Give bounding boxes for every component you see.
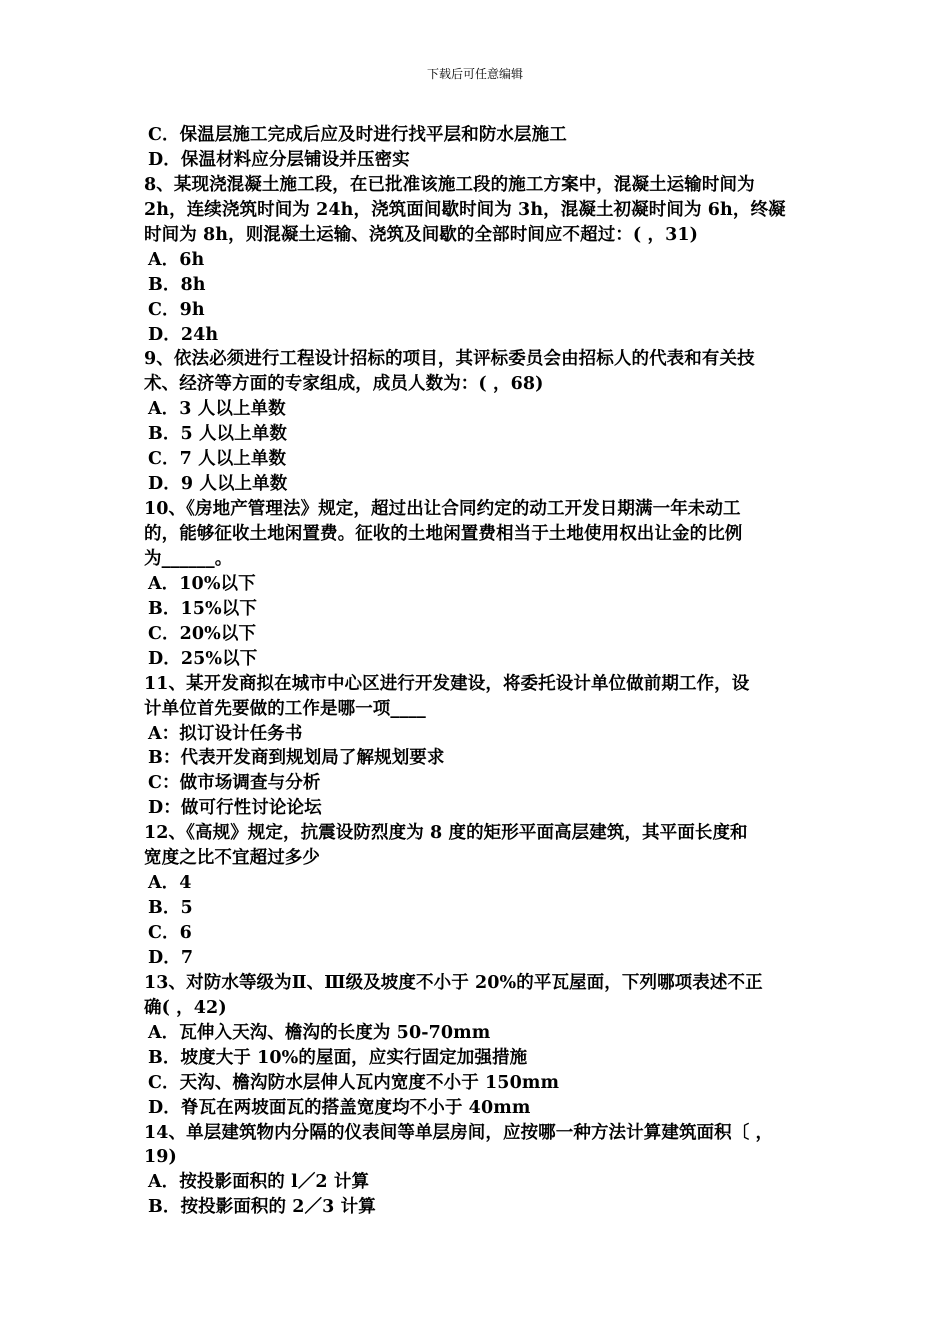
answer-option-line: D．25%以下 xyxy=(148,648,258,669)
question-text-line: 10、《房地产管理法》规定，超过出让合同约定的动工开发日期满一年未动工 xyxy=(144,499,741,520)
answer-option-line: A．6h xyxy=(148,249,205,270)
answer-option-line: D：做可行性讨论论坛 xyxy=(148,798,322,819)
document-body xyxy=(144,123,816,1220)
answer-option-line: D．24h xyxy=(148,324,219,345)
question-text-line: 确( ，42) xyxy=(144,997,227,1018)
answer-option-line: D．7 xyxy=(148,947,194,968)
question-text-line: 13、对防水等级为Ⅱ、Ⅲ级及坡度不小于 20%的平瓦屋面，下列哪项表述不正 xyxy=(144,972,763,993)
question-text-line: 为______。 xyxy=(144,548,233,569)
answer-option-line: C：做市场调查与分析 xyxy=(148,773,321,794)
question-text-line: 的，能够征收土地闲置费。征收的土地闲置费相当于土地使用权出让金的比例 xyxy=(144,524,743,544)
answer-option-line: A．10%以下 xyxy=(148,573,256,594)
answer-option-line: B．5 xyxy=(148,898,193,919)
answer-option-line: B．按投影面积的 2／3 计算 xyxy=(148,1197,376,1218)
question-text-line: 8、某现浇混凝土施工段，在已批准该施工段的施工方案中，混凝土运输时间为 xyxy=(144,174,755,195)
answer-option-line: D．脊瓦在两坡面瓦的搭盖宽度均不小于 40mm xyxy=(148,1097,531,1118)
answer-option-line: A：拟订设计任务书 xyxy=(148,723,303,744)
answer-option-line: A．按投影面积的 l／2 计算 xyxy=(148,1172,370,1193)
question-text-line: 19) xyxy=(144,1147,177,1168)
question-text-line: 2h，连续浇筑时间为 24h，浇筑面间歇时间为 3h，混凝土初凝时间为 6h，终凝 xyxy=(144,199,786,220)
question-text-line: 11、某开发商拟在城市中心区进行开发建设，将委托设计单位做前期工作，设 xyxy=(144,673,750,694)
answer-option-line: D．9 人以上单数 xyxy=(148,474,288,495)
answer-option-line: A．瓦伸入天沟、檐沟的长度为 50-70mm xyxy=(148,1022,491,1043)
page-header: 下载后可任意编辑 xyxy=(426,67,523,81)
answer-option-line: D．保温材料应分层铺设并压密实 xyxy=(148,149,410,170)
answer-option-line: A．3 人以上单数 xyxy=(148,399,286,420)
answer-option-line: B．8h xyxy=(148,274,206,295)
answer-option-line: C．天沟、檐沟防水层伸人瓦内宽度不小于 150mm xyxy=(148,1072,560,1093)
answer-option-line: B：代表开发商到规划局了解规划要求 xyxy=(148,748,445,769)
answer-option-line: C．保温层施工完成后应及时进行找平层和防水层施工 xyxy=(148,125,567,145)
question-text-line: 14、单层建筑物内分隔的仪表间等单层房间，应按哪一种方法计算建筑面积〔 ， xyxy=(144,1122,774,1143)
answer-option-line: C．7 人以上单数 xyxy=(148,449,287,470)
answer-option-line: C．20%以下 xyxy=(148,623,257,644)
question-text-line: 9、依法必须进行工程设计招标的项目，其评标委员会由招标人的代表和有关技 xyxy=(144,349,755,370)
question-text-line: 时间为 8h，则混凝土运输、浇筑及间歇的全部时间应不超过：( ，31) xyxy=(144,224,698,245)
question-text-line: 宽度之比不宜超过多少 xyxy=(144,848,320,869)
answer-option-line: B．坡度大于 10%的屋面，应实行固定加强措施 xyxy=(148,1047,528,1068)
answer-option-line: B．5 人以上单数 xyxy=(148,424,287,445)
answer-option-line: B．15%以下 xyxy=(148,598,257,619)
question-text-line: 12、《高规》规定，抗震设防烈度为 8 度的矩形平面高层建筑，其平面长度和 xyxy=(144,823,748,844)
answer-option-line: C．6 xyxy=(148,923,192,943)
answer-option-line: A．4 xyxy=(148,873,192,894)
question-text-line: 术、经济等方面的专家组成，成员人数为：( ，68) xyxy=(144,374,544,395)
question-text-line: 计单位首先要做的工作是哪一项____ xyxy=(144,698,426,719)
answer-option-line: C．9h xyxy=(148,299,205,320)
